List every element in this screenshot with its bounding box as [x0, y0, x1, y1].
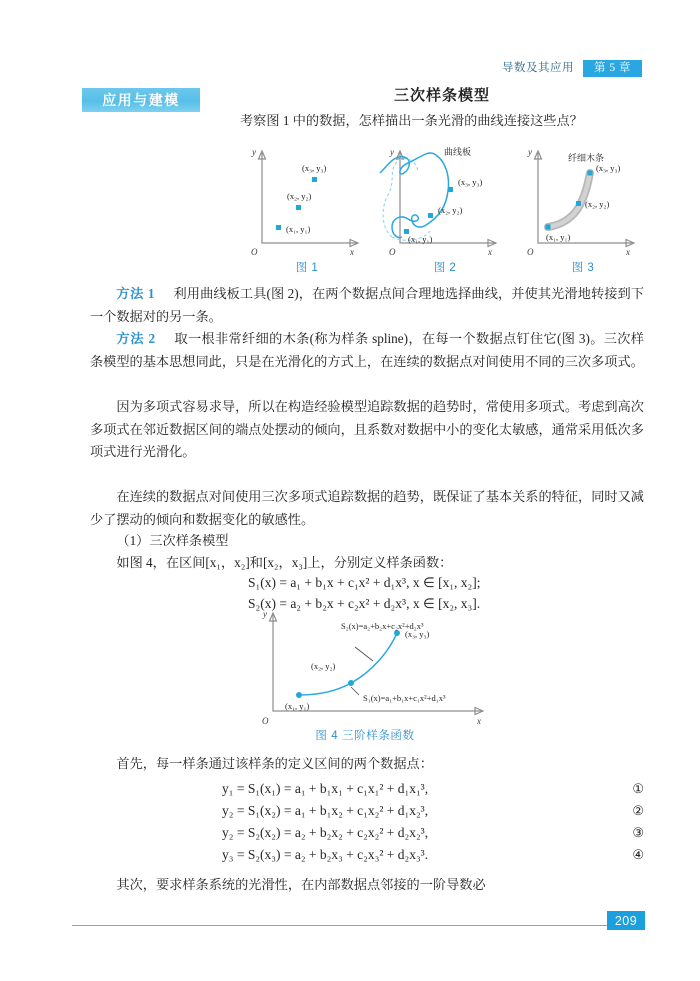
figure-3-point-3: [588, 171, 593, 176]
figure-2-annotation: 曲线板: [444, 147, 472, 157]
figure-2-point-1-label: (x₁, y₁): [408, 234, 433, 244]
figure-1-y-axis-label: y: [252, 147, 256, 157]
equation-s1-definition: [248, 575, 480, 591]
paragraph-cubic-benefit: [90, 486, 644, 531]
figure-2-point-2-label: (x₂, y₂): [438, 205, 463, 215]
figure-4-x-axis-label: x: [477, 716, 481, 726]
chapter-badge: 第 5 章: [583, 60, 642, 77]
figure-1-point-1: [276, 225, 281, 230]
figure-2-caption: 图 2: [433, 262, 457, 274]
paragraph-closing: [90, 874, 644, 897]
section-tag: 应用与建模: [82, 88, 200, 112]
paragraph-polynomials-text: 因为多项式容易求导，所以在构造经验模型追踪数据的趋势时，常使用多项式。考虑到高次多项式在邻近数据区间的端点处摆动的倾向，且系数对数据中小的变化太敏感，通常采用低次多项式进行光滑化。: [90, 399, 644, 459]
subheading-text: （1）三次样条模型: [116, 533, 229, 548]
figure-3-point-2-label: (x₂, y₂): [585, 199, 610, 209]
paragraph-after-figure-4: [90, 753, 644, 776]
method-2-text: 取一根非常纤细的木条(称为样条 spline)，在每一个数据点钉住它(图 3)。三次样条模型的基本思想同此，只是在光滑化的方式上，在连续的数据点对间使用不同的三次多项式。: [90, 331, 644, 369]
numbered-equation-2-body: y₂ = S₁(x₂) = a₁ + b₁x₂ + c₁x₂² + d₁x₂³,: [222, 803, 429, 818]
figure-1-point-3: [312, 177, 317, 182]
figure-4-caption: 图 4 三阶样条函数: [315, 730, 415, 742]
figure-4-y-axis-label: y: [263, 609, 267, 619]
equation-s2-text: S₂(x) = a₂ + b₂x + c₂x² + d₂x³, x ∈ [x₂, x₃].: [248, 596, 481, 611]
intro-text: 考察图 1 中的数据，怎样描出一条光滑的曲线连接这些点？: [240, 113, 583, 128]
figure-4-annotation-s2: S₂(x)=a₂+b₂x+c₂x²+d₂x³: [341, 621, 424, 631]
equation-s1-text: S₁(x) = a₁ + b₁x + c₁x² + d₁x³, x ∈ [x₁, x₂];: [248, 575, 481, 590]
numbered-equation-1-body: y₁ = S₁(x₁) = a₁ + b₁x₁ + c₁x₁² + d₁x₁³,: [222, 781, 429, 796]
subheading-cubic-spline-model: [90, 530, 644, 553]
running-head: [502, 60, 642, 77]
numbered-equation-4-number: ④: [632, 847, 644, 862]
figure-4-point-2-label: (x₂, y₂): [311, 661, 336, 671]
figure-1-point-3-label: (x₃, y₃): [302, 163, 327, 173]
numbered-equation-3-body: y₂ = S₂(x₂) = a₂ + b₂x₂ + c₂x₂² + d₂x₂³,: [222, 825, 429, 840]
numbered-equation-2-number: ②: [632, 803, 644, 818]
figure-2-point-3-label: (x₃, y₃): [458, 177, 483, 187]
figure-2-point-2: [428, 213, 433, 218]
figure-3-x-axis-label: x: [626, 247, 630, 257]
figure-1-point-2: [296, 205, 301, 210]
figure-4-annotation-s1: S₁(x)=a₁+b₁x+c₁x²+d₁x³: [363, 693, 446, 703]
paragraph-method-1: [90, 283, 644, 328]
figure-3-y-axis-label: y: [528, 147, 532, 157]
figure-4: [255, 607, 505, 729]
numbered-equation-1-number: ①: [632, 781, 644, 796]
figure-2-y-axis-label: y: [390, 147, 394, 157]
page-title: 三次样条模型: [393, 88, 490, 104]
figure-3-point-1-label: (x₁, y₁): [546, 232, 571, 242]
figure-1-point-2-label: (x₂, y₂): [287, 191, 312, 201]
figure-1: [240, 143, 374, 275]
figure-4-point-2: [348, 680, 354, 686]
footer-rule: [72, 925, 628, 926]
figure-1-point-1-label: (x₁, y₁): [286, 224, 311, 234]
numbered-equation-2: [90, 803, 644, 825]
paragraph-cubic-benefit-text: 在连续的数据点对间使用三次多项式追踪数据的趋势，既保证了基本关系的特征，同时又减少了摆动的倾向和数据变化的敏感性。: [90, 489, 644, 527]
figure-3-point-1: [546, 225, 551, 230]
figure-3-point-3-label: (x₃, y₃): [596, 163, 621, 173]
paragraph-polynomials: [90, 396, 644, 464]
method-1-text: 利用曲线板工具(图 2)，在两个数据点间合理地选择曲线，并使其光滑地转接到下一个数据对的另一条。: [90, 286, 645, 324]
figure-row-top: [240, 143, 650, 275]
figure-1-x-axis-label: x: [350, 247, 354, 257]
running-head-title: 导数及其应用: [502, 62, 574, 74]
figure-3-point-2: [576, 201, 581, 206]
figure-2-x-axis-label: x: [488, 247, 492, 257]
figure-4-point-1-label: (x₁, y₁): [285, 701, 310, 711]
figure-3-caption: 图 3: [571, 262, 595, 274]
figure-4-point-1: [296, 692, 302, 698]
method-2-label: 方法 2: [116, 331, 156, 346]
figure-2-point-3: [448, 187, 453, 192]
figure-4-spline-s1: [299, 683, 351, 695]
numbered-equation-3: [90, 825, 644, 847]
paragraph-closing-text: 其次，要求样条系统的光滑性，在内部数据点邻接的一阶导数必: [116, 877, 486, 892]
figure-4-leader-s1: [351, 687, 359, 695]
intro-paragraph: [240, 110, 644, 133]
paragraph-define-spline: [90, 552, 644, 575]
numbered-equation-3-number: ③: [632, 825, 644, 840]
paragraph-define-spline-text: 如图 4，在区间[x₁，x₂]和[x₂，x₃]上，分别定义样条函数：: [116, 555, 453, 570]
figure-3: [516, 143, 650, 275]
paragraph-method-2: [90, 328, 644, 373]
figure-1-origin-label: O: [251, 247, 258, 257]
figure-4-origin-label: O: [262, 716, 269, 726]
figure-3-origin-label: O: [527, 247, 534, 257]
page-number: 209: [607, 911, 645, 930]
figure-4-point-3-label: (x₃, y₃): [405, 629, 430, 639]
figure-2: [378, 143, 512, 275]
figure-3-annotation: 纤细木条: [568, 153, 605, 163]
paragraph-after-figure-4-text: 首先，每一样条通过该样条的定义区间的两个数据点：: [116, 756, 433, 771]
numbered-equation-1: [90, 781, 644, 803]
figure-4-leader-s2: [355, 647, 373, 661]
figure-4-spline-s2: [351, 633, 397, 683]
method-1-label: 方法 1: [116, 286, 155, 301]
figure-2-origin-label: O: [389, 247, 396, 257]
figure-1-caption: 图 1: [295, 262, 319, 274]
numbered-equation-4: [90, 847, 644, 869]
numbered-equation-4-body: y₃ = S₂(x₃) = a₂ + b₂x₃ + c₂x₃² + d₂x₃³.: [222, 847, 429, 862]
figure-3-wood-strip-highlight: [548, 173, 590, 227]
